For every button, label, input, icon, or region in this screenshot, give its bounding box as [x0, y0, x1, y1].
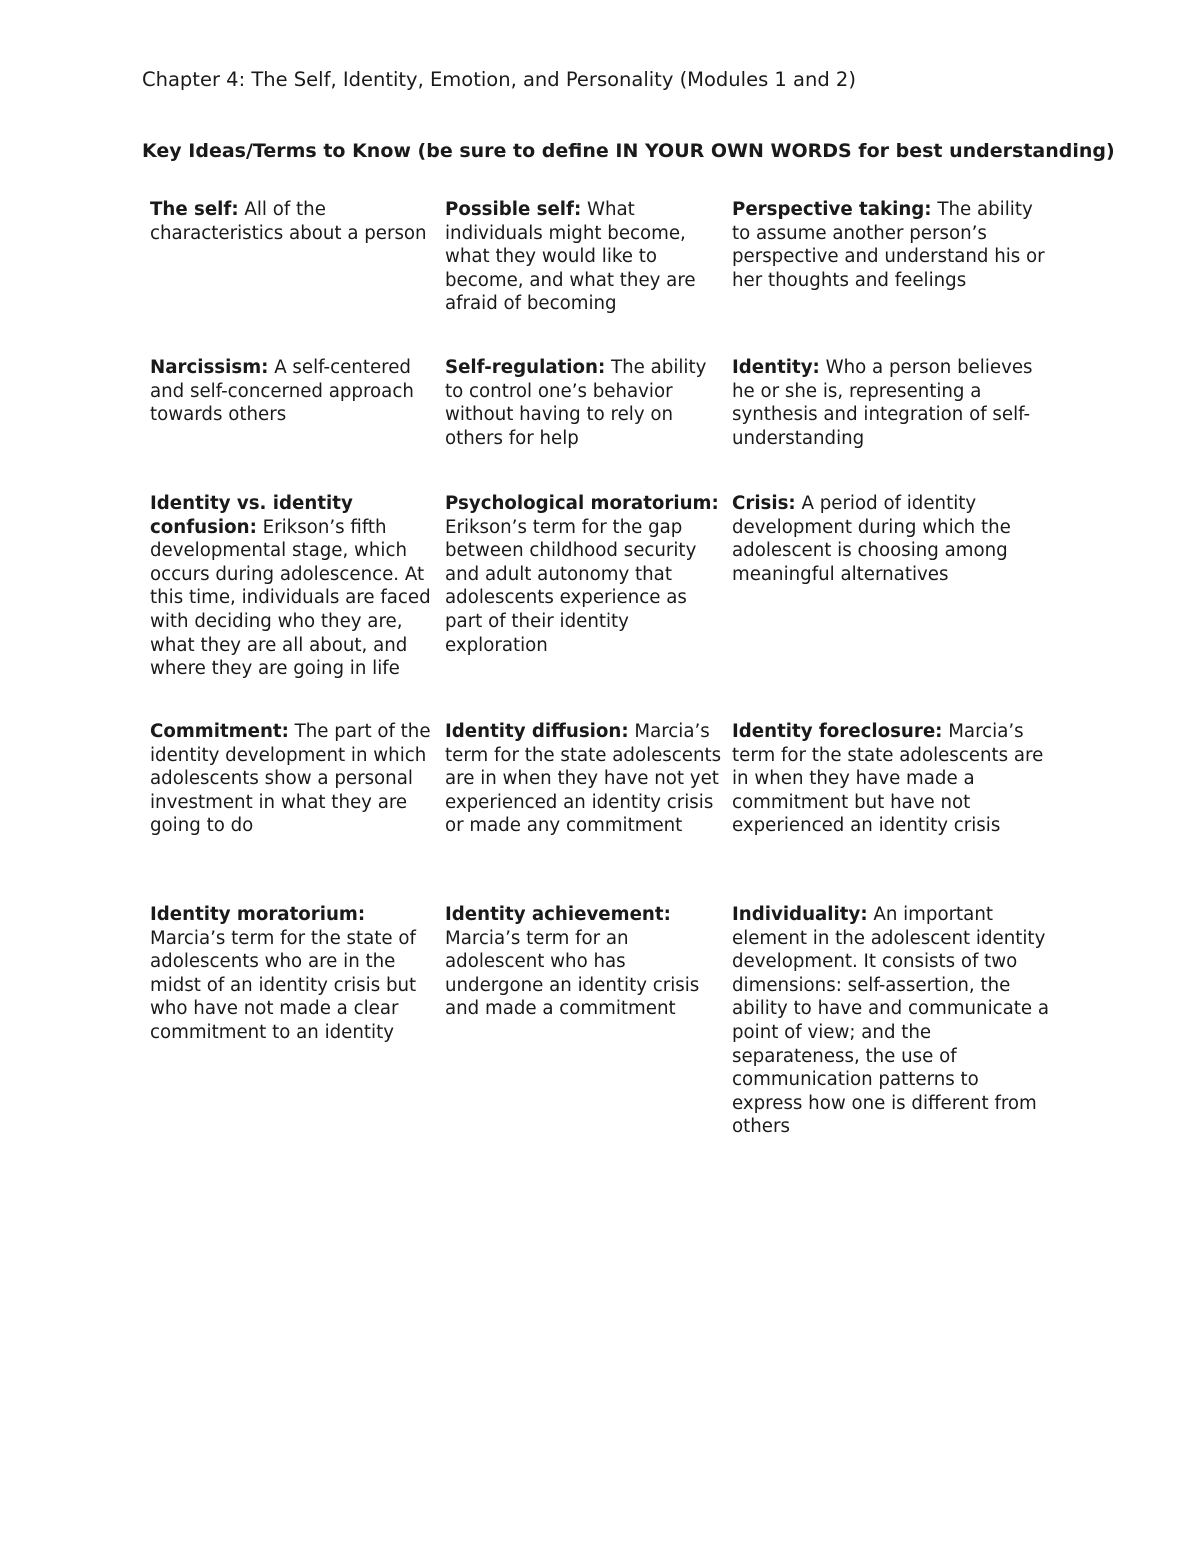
term-definition: Who a person believes he or she is, representing a synthesis and integration of self-understanding: [732, 357, 1033, 449]
term-entry-identity-moratorium: [150, 903, 445, 1139]
term-entry-crisis: [732, 492, 1060, 720]
term-definition: Erikson’s fifth developmental stage, which occurs during adolescence. At this time, individuals are faced with deciding who they are, what they are all about, and where they are going in life: [150, 516, 431, 680]
term-entry-psychological-moratorium: [445, 492, 732, 720]
term-definition: A self-centered and self-concerned approach towards others: [150, 357, 414, 426]
term-name: Identity moratorium:: [150, 904, 366, 925]
term-name: Possible self:: [445, 199, 582, 220]
term-name: Identity vs. identity confusion:: [150, 493, 353, 538]
term-definition: Marcia’s term for the state adolescents are in when they have not yet experienced an identity crisis or made any commitment: [445, 721, 722, 837]
term-entry-identity-vs-confusion: [150, 492, 445, 720]
term-definition: Marcia’s term for the state of adolescents who are in the midst of an identity crisis but who have not made a clear commitment to an identity: [150, 927, 417, 1043]
terms-grid: [150, 198, 1060, 1139]
term-entry-identity-foreclosure: [732, 720, 1060, 903]
term-entry-identity: [732, 356, 1060, 492]
term-entry-the-self: [150, 198, 445, 356]
term-name: Perspective taking:: [732, 199, 932, 220]
term-entry-commitment: [150, 720, 445, 903]
term-definition: All of the characteristics about a person: [150, 199, 427, 244]
term-name: Identity:: [732, 357, 820, 378]
term-definition: What individuals might become, what they would like to become, and what they are afraid of becoming: [445, 199, 696, 315]
term-name: Crisis:: [732, 493, 796, 514]
term-definition: Marcia’s term for an adolescent who has undergone an identity crisis and made a commitment: [445, 927, 700, 1020]
term-entry-perspective-taking: [732, 198, 1060, 356]
term-name: Commitment:: [150, 721, 289, 742]
term-entry-possible-self: [445, 198, 732, 356]
term-definition: A period of identity development during which the adolescent is choosing among meaningful alternatives: [732, 493, 1011, 585]
term-definition: The part of the identity development in which adolescents show a personal investment in what they are going to do: [150, 721, 431, 837]
term-name: The self:: [150, 199, 239, 220]
term-name: Individuality:: [732, 904, 868, 925]
term-name: Self-regulation:: [445, 357, 606, 378]
term-definition: Marcia’s term for the state adolescents are in when they have made a commitment but have not experienced an identity crisis: [732, 721, 1044, 837]
term-name: Identity achievement:: [445, 904, 671, 925]
term-entry-identity-diffusion: [445, 720, 732, 903]
term-definition: The ability to assume another person’s perspective and understand his or her thoughts and feelings: [732, 199, 1045, 291]
term-definition: An important element in the adolescent identity development. It consists of two dimensions: self-assertion, the ability to have and communicate a point of view; and the separateness, the use of communication patterns to express how one is different from others: [732, 904, 1050, 1138]
key-terms-heading: Key Ideas/Terms to Know (be sure to define IN YOUR OWN WORDS for best understanding): [142, 140, 1115, 162]
term-entry-narcissism: [150, 356, 445, 492]
term-name: Narcissism:: [150, 357, 269, 378]
chapter-title: Chapter 4: The Self, Identity, Emotion, and Personality (Modules 1 and 2): [142, 68, 856, 91]
term-name: Identity diffusion:: [445, 721, 629, 742]
term-definition: The ability to control one’s behavior without having to rely on others for help: [445, 357, 707, 449]
term-entry-individuality: [732, 903, 1060, 1139]
term-name: Identity foreclosure:: [732, 721, 943, 742]
term-name: Psychological moratorium:: [445, 493, 719, 514]
term-definition: Erikson’s term for the gap between childhood security and adult autonomy that adolescents experience as part of their identity exploration: [445, 516, 697, 656]
term-entry-self-regulation: [445, 356, 732, 492]
term-entry-identity-achievement: [445, 903, 732, 1139]
